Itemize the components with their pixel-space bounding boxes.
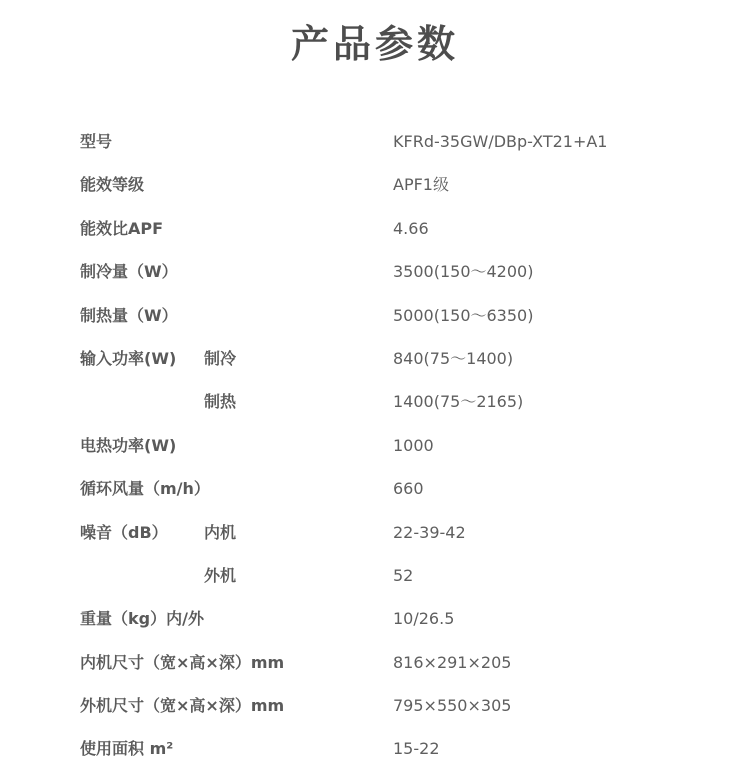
spec-label: 循环风量（m/h）	[80, 479, 210, 499]
spec-row-indoor-size	[0, 641, 750, 684]
spec-label: 制冷量（W）	[80, 262, 178, 282]
spec-label: 型号	[80, 132, 113, 151]
spec-row-apf	[0, 207, 750, 250]
spec-table	[0, 120, 750, 771]
spec-row-heating-capacity	[0, 294, 750, 337]
spec-sublabel: 制热	[204, 392, 237, 412]
spec-sublabel: 内机	[204, 522, 237, 542]
spec-label: 输入功率(W)	[80, 348, 177, 368]
spec-row-weight	[0, 597, 750, 640]
page-title: 产品参数	[290, 21, 459, 66]
spec-row-cooling-capacity	[0, 250, 750, 293]
spec-label: 内机尺寸（宽×高×深）mm	[80, 652, 285, 672]
spec-row-noise-indoor	[0, 511, 750, 554]
spec-label: 重量（kg）内/外	[80, 609, 204, 629]
spec-row-input-power-cooling	[0, 337, 750, 380]
spec-value: 660	[393, 479, 424, 499]
spec-value: 840(75～1400)	[393, 348, 514, 368]
spec-row-outdoor-size	[0, 684, 750, 727]
spec-value: 1000	[393, 435, 434, 455]
spec-sublabel: 制冷	[204, 348, 237, 368]
spec-row-usage-area	[0, 727, 750, 770]
spec-row-energy-grade	[0, 163, 750, 206]
spec-label: 电热功率(W)	[80, 435, 177, 455]
spec-row-noise-outdoor	[0, 554, 750, 597]
spec-value: KFRd-35GW/DBp-XT21+A1	[393, 132, 608, 151]
spec-label: 能效比APF	[80, 218, 164, 238]
spec-value: 1400(75～2165)	[393, 392, 524, 412]
spec-value: APF1级	[393, 175, 449, 195]
spec-label: 噪音（dB）	[80, 522, 168, 542]
spec-value: 816×291×205	[393, 652, 512, 672]
spec-label: 制热量（W）	[80, 305, 178, 325]
spec-value: 4.66	[393, 218, 429, 238]
spec-row-input-power-heating	[0, 380, 750, 423]
spec-row-electric-heating-power	[0, 424, 750, 467]
spec-value: 3500(150～4200)	[393, 262, 534, 282]
spec-row-airflow	[0, 467, 750, 510]
spec-label: 外机尺寸（宽×高×深）mm	[80, 696, 285, 716]
spec-sublabel: 外机	[204, 565, 237, 585]
spec-value: 15-22	[393, 739, 440, 759]
spec-label: 使用面积 m²	[80, 739, 174, 759]
spec-row-model	[0, 120, 750, 163]
spec-label: 能效等级	[80, 175, 145, 195]
spec-value: 22-39-42	[393, 522, 466, 542]
spec-value: 10/26.5	[393, 609, 455, 629]
spec-value: 5000(150～6350)	[393, 305, 534, 325]
spec-value: 52	[393, 565, 414, 585]
spec-value: 795×550×305	[393, 696, 512, 716]
